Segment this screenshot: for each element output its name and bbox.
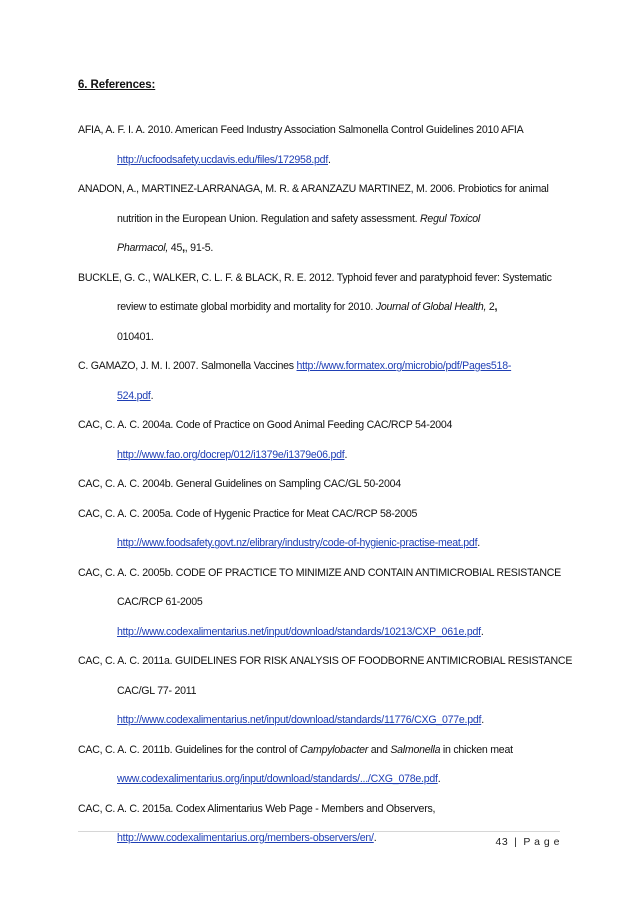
- ref-afia-link[interactable]: http://ucfoodsafety.ucdavis.edu/files/172958.pdf: [117, 153, 329, 166]
- ref-gamazo-link-cont[interactable]: 524.pdf: [117, 389, 151, 402]
- ref-journal: Regul Toxicol: [420, 212, 480, 225]
- ref-cac2005b-link[interactable]: http://www.codexalimentarius.net/input/download/standards/10213/CXP_061e.pdf: [117, 625, 481, 638]
- ref-anadon-line-3: [78, 240, 568, 270]
- ref-species: Salmonella: [390, 743, 441, 756]
- ref-gamazo-line-1: [78, 358, 568, 388]
- ref-text: .: [344, 448, 348, 461]
- ref-cac2011b-line-1: [78, 742, 568, 772]
- ref-text: and: [368, 743, 391, 756]
- ref-text: .: [480, 625, 484, 638]
- ref-gamazo-line-2: [78, 388, 568, 418]
- footer-separator: |: [514, 836, 518, 848]
- ref-text: nutrition in the European Union. Regulation and safety assessment.: [117, 212, 421, 225]
- ref-cac2005b-line-3: [78, 624, 568, 654]
- ref-cac2005b-line-1: [78, 565, 568, 595]
- ref-text: ANADON, A., MARTINEZ-LARRANAGA, M. R. & ARANZAZU MARTINEZ, M. 2006. Probiotics for animal: [78, 183, 549, 195]
- page-footer: [495, 836, 560, 848]
- ref-cac2015a-link[interactable]: http://www.codexalimentarius.org/members-observers/en/: [117, 832, 374, 844]
- ref-text: .: [477, 537, 480, 549]
- page-number: 43: [495, 836, 509, 848]
- ref-cac2005b-line-2: [78, 594, 568, 624]
- ref-text: CAC, C. A. C. 2004b. General Guidelines on Sampling CAC/GL 50-2004: [78, 478, 401, 490]
- ref-cac2004a-link[interactable]: http://www.fao.org/docrep/012/i1379e/i1379e06.pdf: [117, 448, 345, 461]
- ref-text: CAC, C. A. C. 2015a. Codex Alimentarius Web Page - Members and Observers,: [78, 802, 436, 815]
- ref-buckle-line-1: [78, 270, 568, 300]
- ref-cac2005a-line-2: [78, 535, 568, 565]
- ref-cac2011a-line-1: [78, 653, 573, 683]
- ref-text: CAC, C. A. C. 2005a. Code of Hygenic Practice for Meat CAC/RCP 58-2005: [78, 507, 418, 520]
- ref-text: ,: [494, 301, 498, 313]
- ref-cac2015a-line-1: [78, 801, 568, 831]
- ref-text: 010401.: [117, 330, 154, 343]
- ref-buckle-line-3: [78, 329, 568, 359]
- ref-afia-line-2: [78, 152, 568, 182]
- ref-text: CAC, C. A. C. 2011a. GUIDELINES FOR RISK ANALYSIS OF FOODBORNE ANTIMICROBIAL RESISTANCE: [78, 655, 573, 667]
- ref-text: .: [373, 832, 377, 844]
- ref-text: review to estimate global morbidity and mortality for 2010.: [117, 301, 376, 313]
- ref-volume: 45: [170, 242, 183, 254]
- ref-text: CAC/RCP 61-2005: [117, 596, 203, 608]
- ref-gamazo-link[interactable]: http://www.formatex.org/microbio/pdf/Pages518-: [296, 360, 512, 372]
- ref-text: in chicken meat: [440, 743, 513, 756]
- ref-volume: 2: [486, 301, 495, 313]
- ref-cac2011b-line-2: [78, 771, 568, 801]
- ref-journal: Pharmacol,: [117, 242, 169, 254]
- section-heading: 6. References:: [78, 79, 156, 91]
- ref-cac2011a-line-3: [78, 712, 568, 742]
- ref-text: CAC, C. A. C. 2011b. Guidelines for the control of: [78, 743, 300, 756]
- ref-cac2005a-link[interactable]: http://www.foodsafety.govt.nz/elibrary/industry/code-of-hygienic-practise-meat.pdf: [117, 537, 478, 549]
- ref-cac2005a-line-1: [78, 506, 568, 536]
- ref-cac2004a-line-2: [78, 447, 568, 477]
- footer-divider: [78, 831, 560, 832]
- ref-cac2011b-link[interactable]: www.codexalimentarius.org/input/download/standards/.../CXG_078e.pdf: [117, 773, 438, 785]
- ref-species: Campylobacter: [300, 743, 368, 756]
- ref-text: CAC, C. A. C. 2005b. CODE OF PRACTICE TO MINIMIZE AND CONTAIN ANTIMICROBIAL RESISTANCE: [78, 566, 561, 579]
- ref-text: .: [481, 714, 484, 726]
- ref-text: CAC/GL 77- 2011: [117, 684, 197, 697]
- ref-cac2011a-line-2: [78, 683, 568, 713]
- ref-afia-line-1: [78, 122, 568, 152]
- ref-anadon-line-1: [78, 181, 568, 211]
- ref-anadon-line-2: [78, 211, 568, 241]
- ref-text: .: [150, 389, 154, 402]
- ref-cac2004b-line-1: [78, 476, 568, 506]
- ref-cac2011a-link[interactable]: http://www.codexalimentarius.net/input/download/standards/11776/CXG_077e.pdf: [117, 714, 482, 726]
- ref-text: BUCKLE, G. C., WALKER, C. L. F. & BLACK, R. E. 2012. Typhoid fever and paratyphoid fever: Systematic: [78, 271, 552, 284]
- ref-text: .: [328, 153, 331, 166]
- references-list: [78, 122, 573, 860]
- ref-cac2004a-line-1: [78, 417, 568, 447]
- ref-text: .: [437, 773, 441, 785]
- ref-text: ,: [182, 242, 185, 254]
- ref-buckle-line-2: [78, 299, 568, 329]
- ref-journal: Journal of Global Health,: [375, 301, 487, 313]
- ref-text: AFIA, A. F. I. A. 2010. American Feed Industry Association Salmonella Control Guidelines 2010 AFIA: [78, 124, 524, 136]
- ref-text: C. GAMAZO, J. M. I. 2007. Salmonella Vaccines: [78, 360, 297, 372]
- ref-text: CAC, C. A. C. 2004a. Code of Practice on Good Animal Feeding CAC/RCP 54-2004: [78, 419, 453, 431]
- ref-text: , 91-5.: [184, 242, 214, 254]
- page-label: P a g e: [523, 836, 560, 848]
